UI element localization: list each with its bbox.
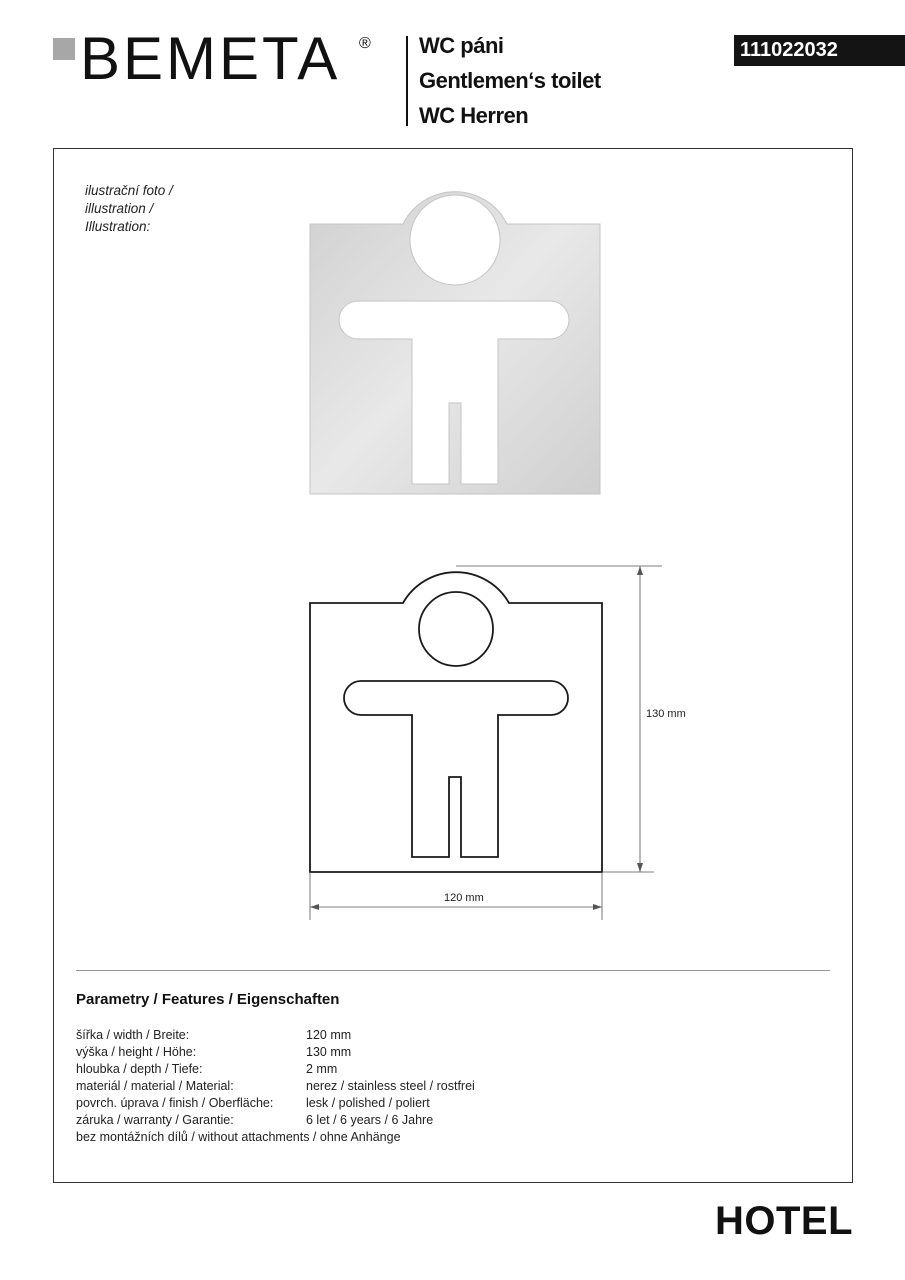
spec-label: šířka / width / Breite: xyxy=(76,1028,190,1042)
spec-label: povrch. úprava / finish / Oberfläche: xyxy=(76,1096,274,1110)
spec-label: materiál / material / Material: xyxy=(76,1079,234,1093)
body-outline xyxy=(344,681,568,857)
product-title-en: Gentlemen‘s toilet xyxy=(419,68,601,93)
spec-value: 130 mm xyxy=(306,1045,352,1059)
product-title-cz: WC páni xyxy=(419,33,504,58)
spec-label: záruka / warranty / Garantie: xyxy=(76,1113,234,1127)
width-dimension-label: 120 mm xyxy=(444,892,484,904)
product-code: 111022032 xyxy=(734,35,905,66)
spec-value: nerez / stainless steel / rostfrei xyxy=(306,1079,475,1093)
spec-value: 120 mm xyxy=(306,1028,352,1042)
spec-label: hloubka / depth / Tiefe: xyxy=(76,1062,203,1076)
spec-label: výška / height / Höhe: xyxy=(76,1045,197,1059)
technical-drawing xyxy=(310,572,602,872)
product-photo xyxy=(310,192,600,494)
sign-outline xyxy=(310,572,602,872)
head-outline xyxy=(419,592,493,666)
illustration-caption-de: Illustration: xyxy=(85,219,151,234)
illustration-caption-en: illustration / xyxy=(85,201,154,216)
height-dimension-label: 130 mm xyxy=(646,708,686,720)
illustration-caption-cz: ilustrační foto / xyxy=(85,183,173,198)
spec-value: lesk / polished / poliert xyxy=(306,1096,430,1110)
product-title-de: WC Herren xyxy=(419,103,529,128)
category-label: HOTEL xyxy=(715,1199,854,1243)
registered-mark: ® xyxy=(359,35,371,52)
features-title: Parametry / Features / Eigenschaften xyxy=(76,991,340,1008)
spec-value: 6 let / 6 years / 6 Jahre xyxy=(306,1113,434,1127)
spec-label: bez montážních dílů / without attachments / ohne Anhänge xyxy=(76,1130,401,1144)
spec-value: 2 mm xyxy=(306,1062,338,1076)
section-divider xyxy=(76,970,830,971)
dimension-lines xyxy=(310,566,662,920)
brand-logo: BEMETA xyxy=(80,25,341,92)
